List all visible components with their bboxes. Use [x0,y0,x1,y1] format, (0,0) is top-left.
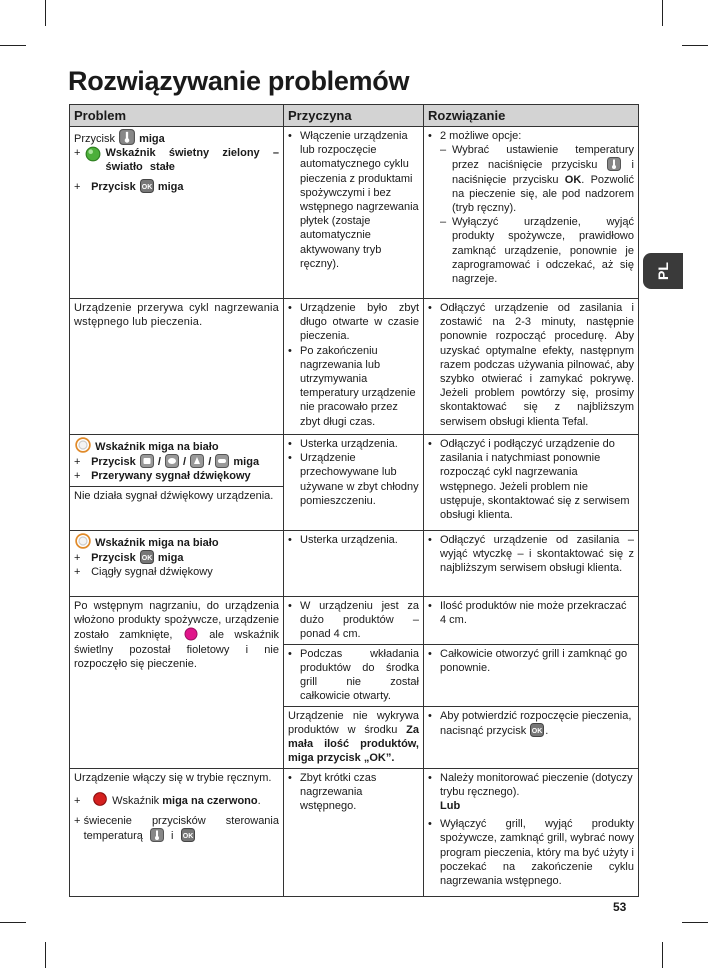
list-item: – Wybrać ustawienie temperatury przez naciśnięcie przycisku i naciśnięcie przycisku OK. Pozwolić na pieczenie się, ale pod nadzorem (tryb ręczny). [440,143,634,215]
problem-cell: Urządzenie przerywa cykl nagrzewania wstępnego lub pieczenia. [70,299,284,435]
solution-cell [424,768,639,896]
header-problem: Problem [70,105,284,127]
cause-cell [284,531,424,597]
svg-text:OK: OK [141,183,153,191]
ok-button-icon [181,828,195,842]
troubleshooting-table [69,104,639,897]
ok-button-icon [140,550,154,564]
crop-mark [45,0,46,26]
crop-mark [662,0,663,26]
red-indicator-icon [92,791,108,807]
solution-cell [424,597,639,645]
list-item: • Usterka urządzenia. [288,437,419,451]
table-row [70,768,639,896]
list-item: • Usterka urządzenia. [288,533,419,547]
svg-text:OK: OK [532,727,543,735]
cause-cell [284,597,424,645]
cause-cell [284,435,424,531]
language-tab [643,253,683,289]
list-item: • Ilość produktów nie może przekraczać 4 cm. [428,599,634,627]
thermometer-button-icon [607,157,621,171]
list-item: • Włączenie urządzenia lub rozpoczęcie automatycznego cyklu pieczenia z produktami spożywczymi i bez wstępnego nagrzewania płytek (zostaje automatycznie aktywowany tryb ręczny). [288,129,419,271]
list-item: • Urządzenie było zbyt długo otwarte w czasie pieczenia. [288,301,419,344]
solution-cell [424,706,639,768]
header-cause: Przyczyna [284,105,424,127]
cause-cell [284,127,424,299]
solution-cell [424,127,639,299]
table-row [70,435,639,531]
table-row [70,597,639,645]
list-item: • Aby potwierdzić rozpoczęcie pieczenia, nacisnąć przycisk OK . [428,709,634,738]
mode-button-4-icon [215,454,229,468]
green-indicator-icon [85,146,101,162]
cause-cell [284,768,424,896]
crop-mark [0,922,26,923]
list-item: • Podczas wkładania produktów do środka grill nie został całkowicie otwarty. [288,647,419,704]
ok-button-icon [530,723,544,737]
language-tab-label: PL [654,262,671,280]
svg-text:OK: OK [141,555,153,563]
white-indicator-icon [75,437,91,453]
header-solution: Rozwiązanie [424,105,639,127]
problem-cell: Wskaźnik miga na biało + Przycisk OK miga + Ciągły sygnał dźwiękowy [70,531,284,597]
list-item: • Odłączyć urządzenie od zasilania i zostawić na 2-3 minuty, następnie ponownie rozpocząć procedurę. Aby uzyskać optymalne efekty, następnym razem podczas używania pilnować, aby szybko otwierać i zamykać pokrywę. Jeżeli problem powtórzy się, prosimy skontaktować się z najbliższym serwisem obsługi klienta Tefal. [428,301,634,429]
crop-mark [45,942,46,968]
table-header-row [70,105,639,127]
crop-mark [662,942,663,968]
list-item: – Wyłączyć urządzenie, wyjąć produkty spożywcze, prawidłowo zamknąć urządzenie, ponownie je zaprogramować i odczekać, aż się nagrzeje. [440,215,634,286]
solution-cell [424,644,639,706]
table-row [70,127,639,299]
cause-cell [284,299,424,435]
problem-cell: Przycisk miga + Wskaźnik świetny zielony – światło stałe + Przycisk OK miga [70,127,284,299]
cause-cell: Urządzenie nie wykrywa produktów w środku Za mała ilość produktów, miga przycisk „OK”. [284,706,424,768]
list-item: • Całkowicie otworzyć grill i zamknąć go ponownie. [428,647,634,675]
list-item: • Po zakończeniu nagrzewania lub utrzymywania temperatury urządzenie nie pracowało przez zbyt długi czas. [288,344,419,429]
crop-mark [682,922,708,923]
list-item: • Wyłączyć grill, wyjąć produkty spożywcze, zamknąć grill, wybrać nowy program pieczenia, który ma być użyty i poczekać na zakończenie cyklu nagrzewania wstępnego. [428,817,634,888]
crop-mark [0,45,26,46]
list-item: • 2 możliwe opcje: [428,129,634,143]
crop-mark [682,45,708,46]
list-item: • Zbyt krótki czas nagrzewania wstępnego. [288,771,419,814]
table-row [70,531,639,597]
list-item: • Należy monitorować pieczenie (dotyczy trybu ręcznego). Lub [428,771,634,814]
white-indicator-icon [75,533,91,549]
cause-cell [284,644,424,706]
problem-cell: Urządzenie włączy się w trybie ręcznym. + Wskaźnik miga na czerwono. + świecenie przycisków sterowania temperaturą i OK [70,768,284,896]
magenta-indicator-icon [184,627,198,641]
solution-cell [424,531,639,597]
mode-button-1-icon [140,454,154,468]
mode-button-3-icon [190,454,204,468]
mode-button-2-icon [165,454,179,468]
list-item: • W urządzeniu jest za dużo produktów – ponad 4 cm. [288,599,419,642]
list-item: • Odłączyć urządzenie od zasilania – wyjąć wtyczkę – i skontaktować się z najbliższym serwisem obsługi klienta. [428,533,634,576]
problem-cell: Po wstępnym nagrzaniu, do urządzenia włożono produkty spożywcze, urządzenie zostało zamknięte, ale wskaźnik świetlny pozostał fioletowy i nie rozpoczęło się pieczenie. [70,597,284,769]
thermometer-button-icon [119,129,135,145]
table-row [70,299,639,435]
page-number: 53 [613,900,627,914]
page-title: Rozwiązywanie problemów [68,66,410,96]
solution-cell [424,435,639,531]
ok-button-icon [140,179,154,193]
solution-cell [424,299,639,435]
list-item: • Odłączyć i podłączyć urządzenie do zasilania i natychmiast ponownie rozpocząć cykl nagrzewania wstępnego. Jeżeli problem nie ustępuje, skontaktować się z serwisem obsługi klienta. [428,437,634,522]
thermometer-button-icon [150,828,164,842]
list-item: • Urządzenie przechowywane lub używane w zbyt chłodny pomieszczeniu. [288,451,419,508]
problem-cell: Wskaźnik miga na biało + Przycisk / / / miga + Przerywany sygnał dźwiękowy Nie działa sygnał dźwiękowy urządzenia. [70,435,284,531]
svg-text:OK: OK [182,833,193,841]
